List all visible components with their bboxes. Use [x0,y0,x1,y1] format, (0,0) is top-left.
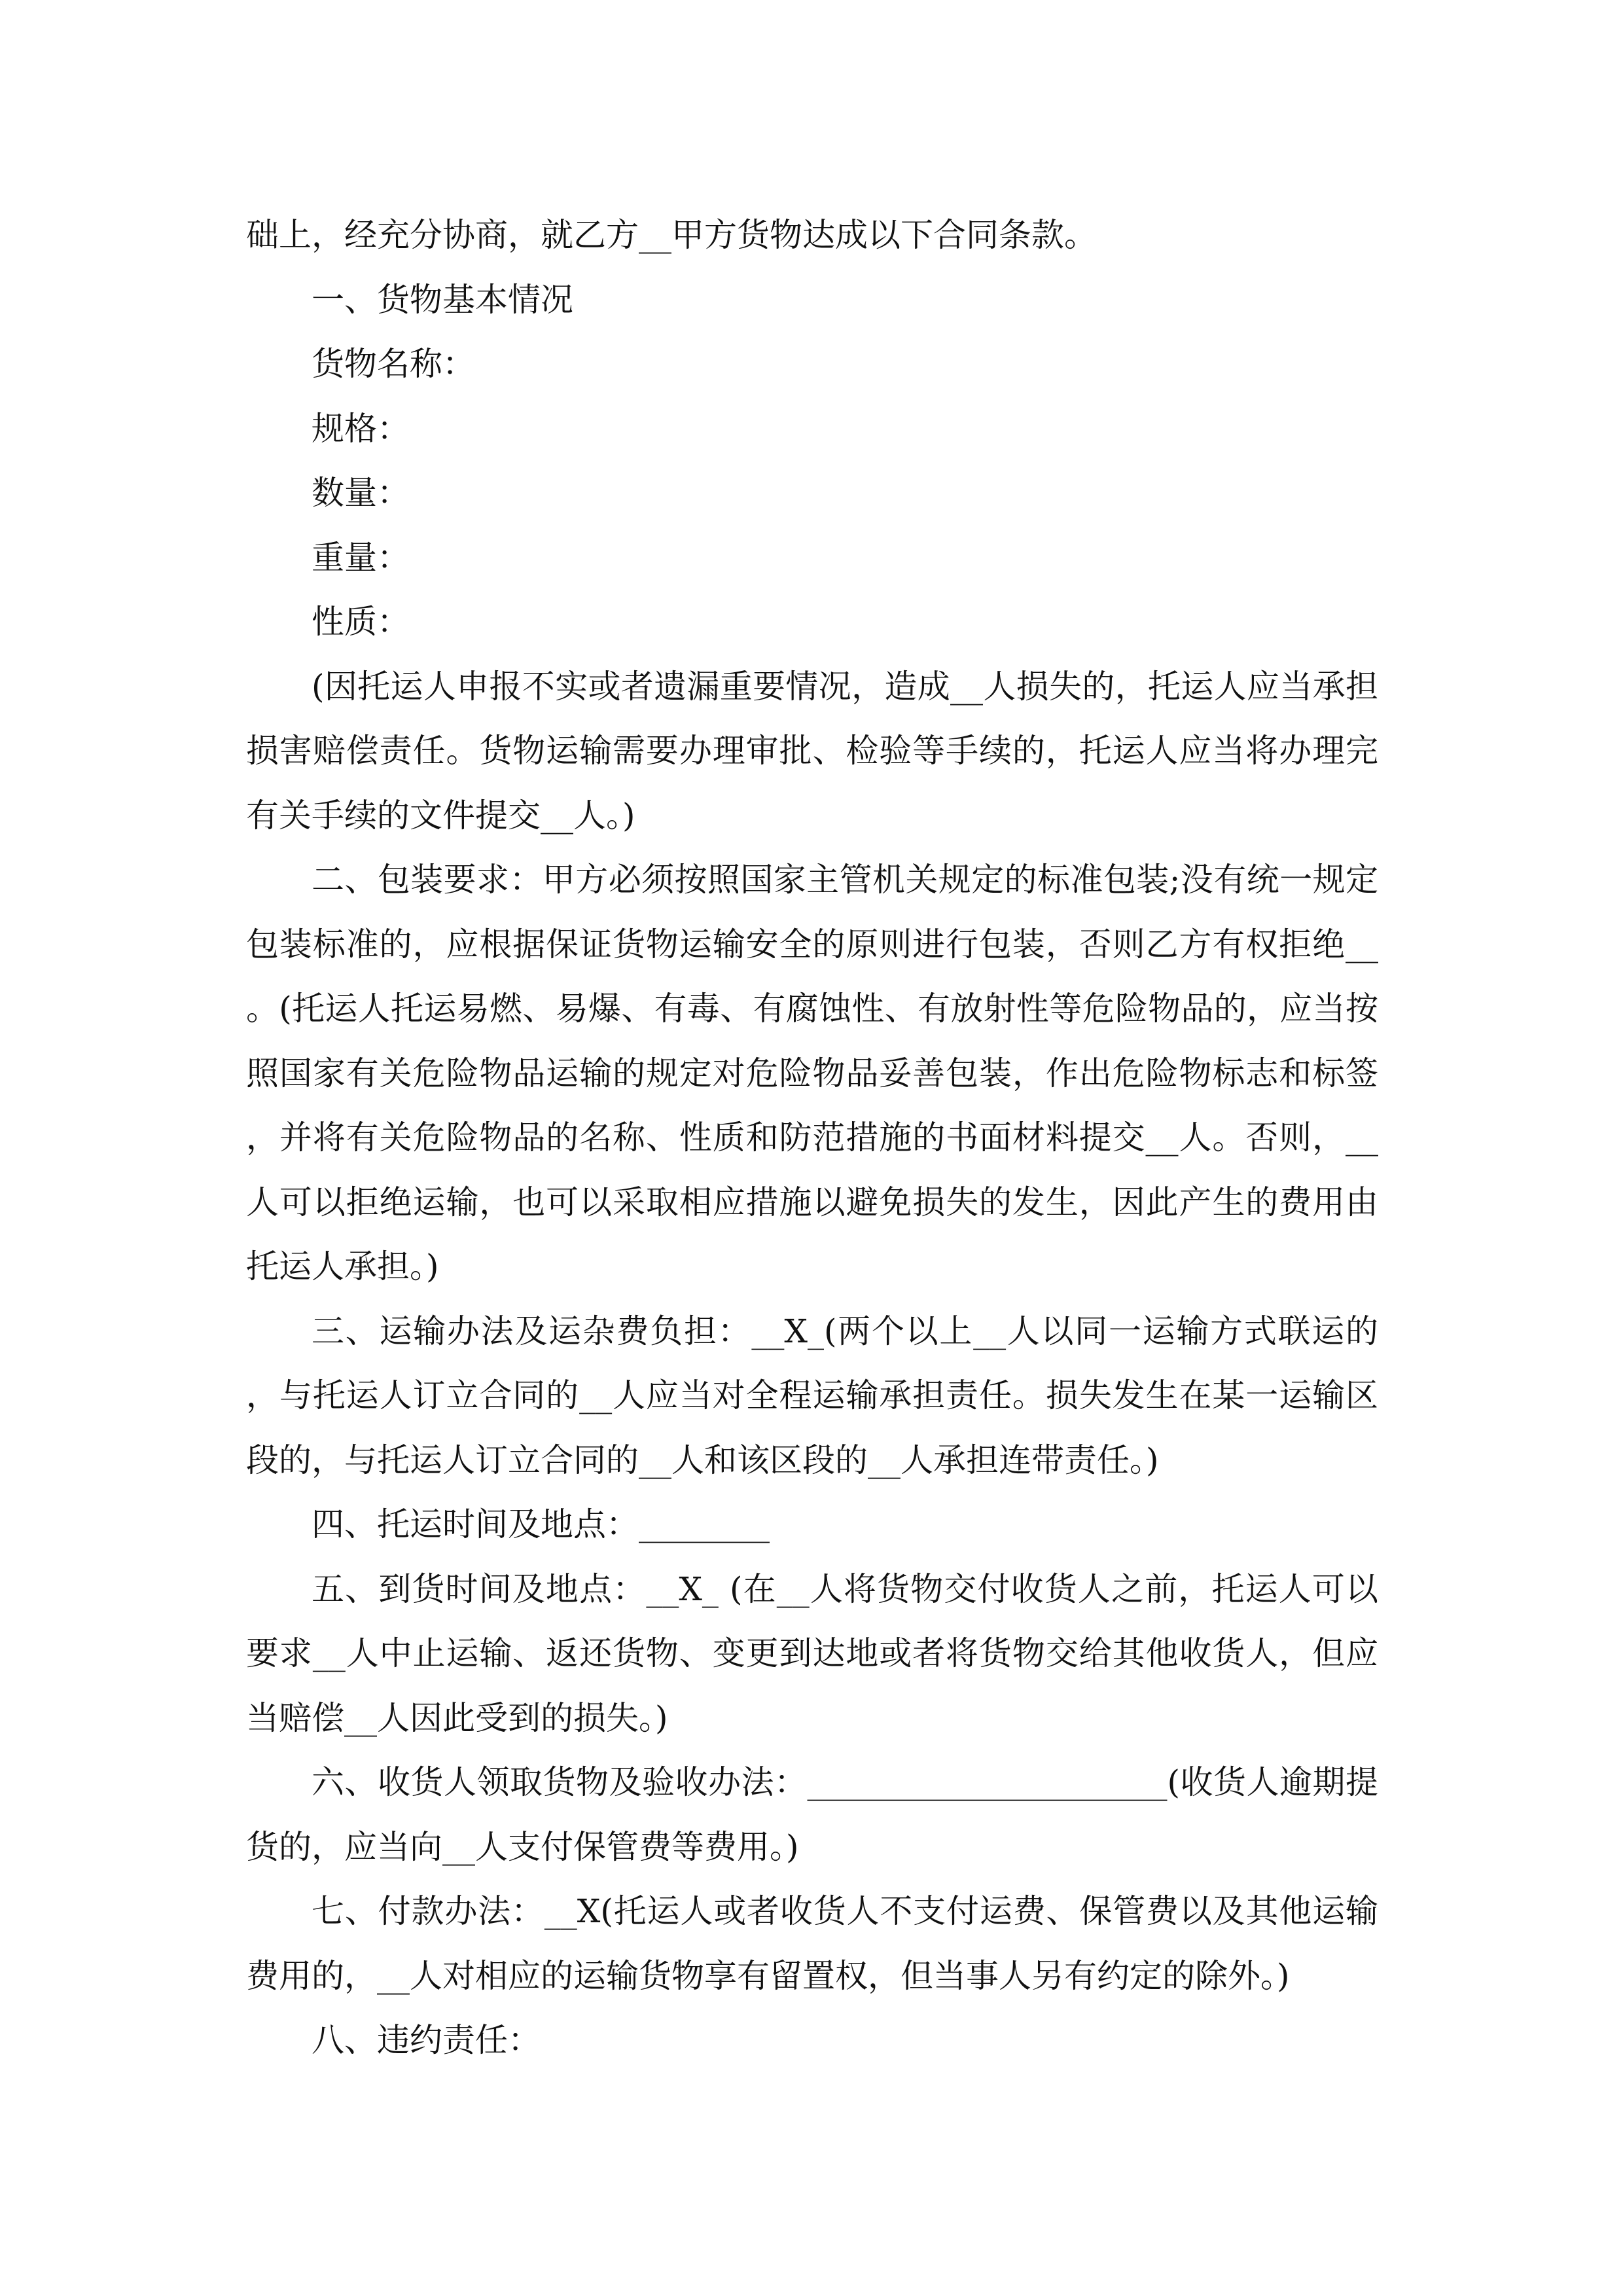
section-receipt-inspection: 六、收货人领取货物及验收办法：______________________(收货人逾期提货的，应当向__人支付保管费等费用。) [246,1763,1378,1866]
section-arrival-time: 五、到货时间及地点：__X_ (在__人将货物交付收货人之前，托运人可以要求__人中止运输、返还货物、变更到达地或者将货物交给其他收货人，但应当赔偿__人因此受到的损失。) [246,1570,1378,1737]
section-liability: 八、违约责任： [312,2021,541,2059]
field-nature: 性质： [312,603,410,641]
section-transport-method: 三、运输办法及运杂费负担：__X_(两个以上__人以同一运输方式联运的，与托运人订立合同的__人应当对全程运输承担责任。损失发生在某一运输区段的，与托运人订立合同的__人和该区段的__人承担连带责任。) [246,1312,1378,1479]
field-goods-name: 货物名称： [312,345,475,383]
section-packaging: 二、包装要求：甲方必须按照国家主管机关规定的标准包装;没有统一规定包装标准的，应根据保证货物运输安全的原则进行包装，否则乙方有权拒绝__。(托运人托运易燃、易爆、有毒、有腐蚀性、有放射性等危险物品的，应当按照国家有关危险物品运输的规定对危险物品妥善包装，作出危险物标志和标签，并将有关危险物品的名称、性质和防范措施的书面材料提交__人。否则，__人可以拒绝运输，也可以采取相应措施以避免损失的发生，因此产生的费用由托运人承担。) [246,861,1378,1285]
field-weight: 重量： [312,538,410,577]
document-body [246,203,1378,2073]
section-payment-method: 七、付款办法：__X(托运人或者收货人不支付运费、保管费以及其他运输费用的，__人对相应的运输货物享有留置权，但当事人另有约定的除外。) [246,1892,1378,1995]
field-specification: 规格： [312,409,410,448]
field-quantity: 数量： [312,474,410,512]
section-heading-goods-info: 一、货物基本情况 [312,280,573,319]
paragraph-declaration-note: (因托运人申报不实或者遗漏重要情况，造成__人损失的，托运人应当承担损害赔偿责任。货物运输需要办理审批、检验等手续的，托运人应当将办理完有关手续的文件提交__人。) [246,667,1378,834]
section-consignment-time: 四、托运时间及地点：________ [312,1505,770,1543]
paragraph-intro: 础上，经充分协商，就乙方__甲方货物达成以下合同条款。 [246,216,1097,254]
